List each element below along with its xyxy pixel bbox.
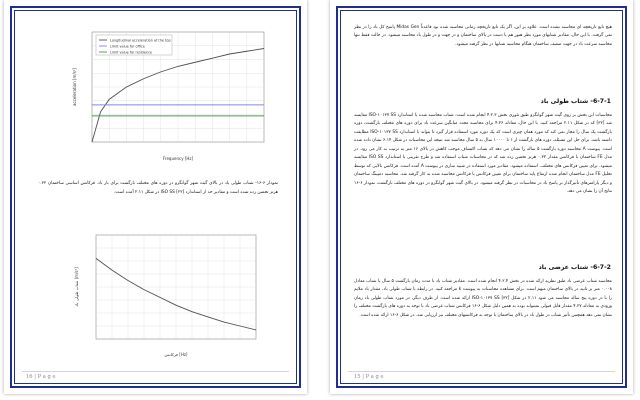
document-page-16 [4,0,307,394]
legend-label: Limit value for office [110,44,145,49]
legend-label: Limit value for residence [110,50,153,55]
chart-x-axis-label: Frequency [Hz] [162,156,194,161]
acceleration-frequency-chart [48,22,274,168]
legend-label: Longitudinal acceleration at the top [110,38,171,43]
acceleration-decay-chart [56,225,272,365]
chart-y-axis-label: acceleration [m/s²] [72,68,77,106]
longitudinal-paragraph: محاسبات این بخش بر روی گیت شهر گوانگزو طبق تئوری بخش ۴.۲.۳ انجام شده است. شتاب محاسبه شده با استاندارد ISO-۱۰۱۳۷ SS مقایسه شد [۳۲] که در شکل ۲.۱۱ مراجعه کنید. با این حال، معادله ۴.۲۶ برای محاسبه مجدد میانگین سرعت باد برای دوره های مختلف بازگشت، دوره بازگشت یک سال را مجاز نمی کند که مورد همان چیزی است که یک دوره مورد استفاده قرار گیرد تا بتواند با استاندارد ISO-۱۰۱۳۷ SS مطابقت داشته باشد. برای حل این مسئله، دوره های بازگشت از ۱ تا ۱۰۰۰۰ سال به ۵ سال محاسبه شد نتیجه این محاسبات در شکل ۶.۱۴ نشان داده شده است. پیوست A محاسبه دوره بازگشت ۵ ساله را نشان می دهد که شتاب اکتشاف موجب کاهش در بالای ۱۶ متر به ترتیب به کار می رود. در مدل FE ساختمان با فرکانس مقدار ۰.۳۲ هرتز تخمین زده شد که در محاسبات شتاب استفاده شد و طرح تقریبی با استاندارد ISO SS مقایسه میشود. برای تعیین فرکانس های مختلف، استفاده میشود. مقادیر مورد استفاده در شبیه سازی در پیوست A آمده است. فرکانس بالایی که توسط تحلیل FE مدل ساختمان انجام شده ارتفاع پایه ساختمان برای تعیین فرکانس با فرکانس محاسبه شده به کار گرفته شد. محاسبه دمپینگ ساختمان و دیگر پارامترهای تأثیرگذار بر پاسخ باد در محاسبات در نظر گرفته میشود. در بالای گیت شهر گوانگزو در دوره های مختلف بازگشت، نمودار ۶-۱۶ نتایج آن را نشان می دهد. [354,113,613,195]
footer-rule [22,371,289,372]
page-footer: 16 | P a g e [26,374,56,380]
page-border [336,6,627,388]
section-heading-longitudinal: 6-7-1- شتاب طولی باد [540,98,611,105]
chart-y-axis-label: شتاب طولی باد [m/s²] [74,267,79,307]
page-footer: 15 | P a g e [354,374,384,380]
intro-paragraph: هیچ تابع تاریخچه ای محاسبه نشده است. علاوه بر این، اگر یک تابع تاریخچه زمانی محاسبه شده بود قاعدتاً Midas Gen پاسخ کل باد را در نظر نمی گرفت. با این حال، مقادیر شتابهای مورد نظر هنوز هم با دست در بالای ساختمان و در جهت و در طول باد محاسبه میشود. در حالت فقط تنها محاسبه سرعت باد در جهت ضعیف ساختمان هنگام محاسبه شتابها در نظر گرفته میشود. [354,25,612,47]
footer-rule [348,371,615,372]
section-heading-transverse: 6-7-2- شتاب عرضی باد [538,264,611,271]
document-page-15 [330,0,633,394]
transverse-paragraph: محاسبه شتاب عرضی باد طبق نظریه ارائه شده در بخش ۴.۲.۴ انجام شده است. مقادیر شتاب باد با مدت زمان بازگشت ۵ سال با شتاب معادل ۰.۰۰۸ متر بر ثانیه در بالای ساختمان مبهم است. برای مشاهده محاسبات به پیوست k مراجعه کنید. در رابطه با شتاب طولی باد، مقدار باد ملایم را با در دوره پنج ساله محاسبه می شود ۲.۱۱ در شکل ISO-۱۰۱۳۷ SS [۳۲] ارائه شده است. از طرف دیگر، در مورد شتاب طولی باد زمان ورودی به معادله ۴.۲۷ مقدار قابل قبولی نمیتواند بوده به همین دلیل شکل ۶-۱۶ فرکانس شتاب عرضی باد با توجه به دوره های بازگشت مختلف را نشان نمی دهد همچنین تأثیر شتاب در طول باد در بالای ساختمان با توجه به فرکانسهای مختلف نیز ارزیابی شد. در شکل ۶-۱۶ ارائه شده است. [354,279,612,318]
figure-caption: نمودار ۶-۱۶- شتاب طولی باد در بالای گیت شهر گوانگزو در دوره های مختلف بازگشت برای بار باد. فرکانس اساسی ساختمان ۰.۳۲ هرتز تخمین زده شده است و مقادیر حد از استاندارد ISO SS [۲۲] در شکل ۲.۱۱ آمده است. [38,181,278,195]
chart-x-axis-label: فرکانس [Hz] [164,352,188,357]
